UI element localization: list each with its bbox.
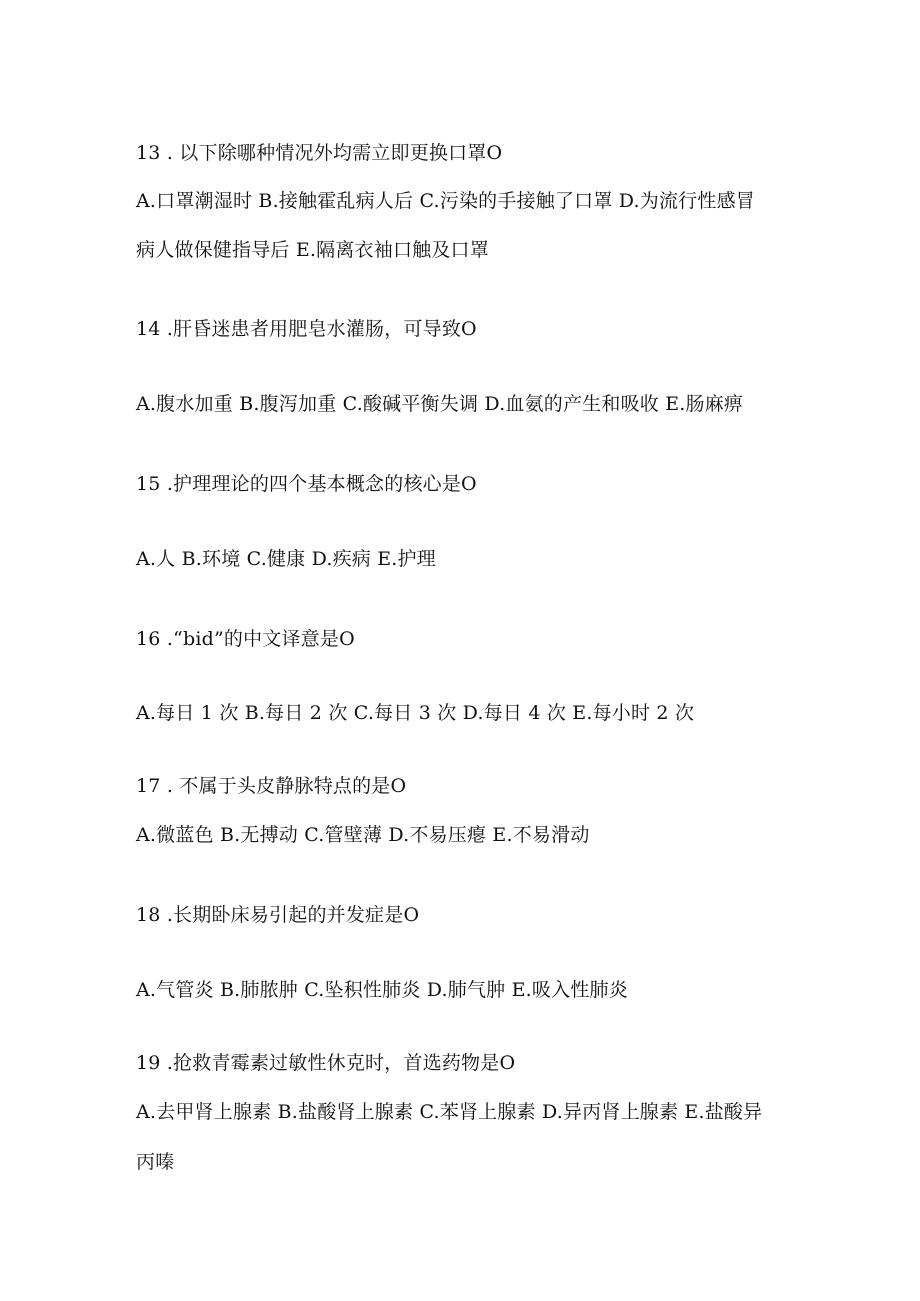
question-15-stem: 15 .护理理论的四个基本概念的核心是O [136, 473, 477, 495]
question-13-options-line-1: A.口罩潮湿时 B.接触霍乱病人后 C.污染的手接触了口罩 D.为流行性感冒 [136, 190, 755, 212]
question-13-stem: 13 . 以下除哪种情况外均需立即更换口罩O [136, 142, 503, 164]
question-16-stem: 16 .“bid”的中文译意是O [136, 628, 355, 650]
question-14-options-line-1: A.腹水加重 B.腹泻加重 C.酸碱平衡失调 D.血氨的产生和吸收 E.肠麻痹 [136, 393, 744, 415]
question-14-stem: 14 .肝昏迷患者用肥皂水灌肠，可导致O [136, 318, 477, 340]
question-17-options-line-1: A.微蓝色 B.无搏动 C.管壁薄 D.不易压瘪 E.不易滑动 [136, 824, 590, 846]
question-19-options-line-2: 丙嗪 [136, 1151, 175, 1173]
question-13-options-line-2: 病人做保健指导后 E.隔离衣袖口触及口罩 [136, 239, 489, 261]
question-18-options-line-1: A.气管炎 B.肺脓肿 C.坠积性肺炎 D.肺气肿 E.吸入性肺炎 [136, 979, 628, 1001]
question-15-options-line-1: A.人 B.环境 C.健康 D.疾病 E.护理 [136, 548, 436, 570]
question-19-options-line-1: A.去甲肾上腺素 B.盐酸肾上腺素 C.苯肾上腺素 D.异丙肾上腺素 E.盐酸异 [136, 1101, 763, 1123]
question-16-options-line-1: A.每日 1 次 B.每日 2 次 C.每日 3 次 D.每日 4 次 E.每小时 2 次 [136, 702, 695, 724]
question-18-stem: 18 .长期卧床易引起的并发症是O [136, 904, 420, 926]
question-19-stem: 19 .抢救青霉素过敏性休克时，首选药物是O [136, 1052, 516, 1074]
question-17-stem: 17 . 不属于头皮静脉特点的是O [136, 775, 407, 797]
